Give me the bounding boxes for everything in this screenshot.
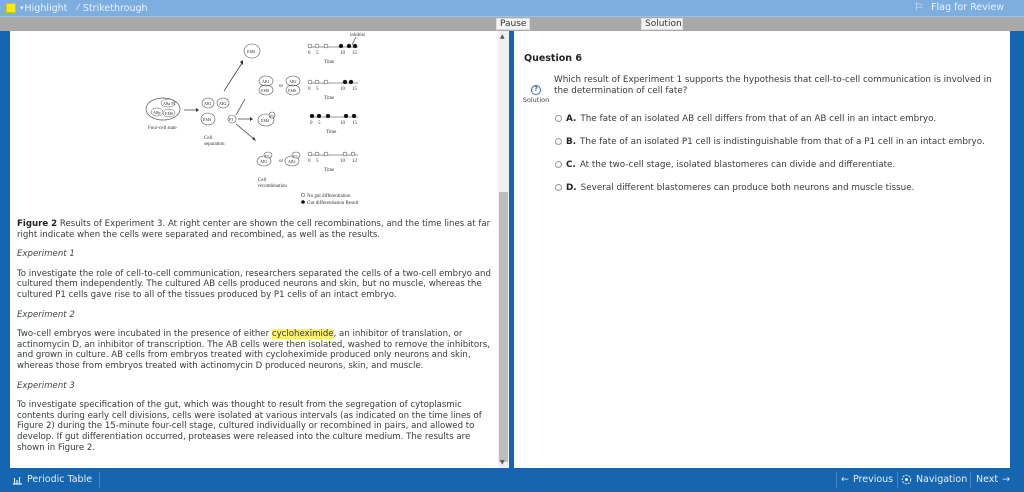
experiment-3-title: Experiment 3 — [17, 380, 75, 391]
svg-text:AB2: AB2 — [289, 79, 297, 84]
highlighted-text[interactable]: cycloheximide — [271, 329, 334, 340]
answer-option-c[interactable] — [555, 153, 995, 176]
passage-pane — [10, 31, 498, 468]
control-bar — [0, 17, 1024, 31]
previous-label: Previous — [852, 474, 894, 485]
answer-option-a[interactable] — [555, 107, 995, 130]
navigation-label: Navigation — [916, 474, 968, 485]
separator — [970, 472, 971, 488]
svg-text:5: 5 — [316, 51, 319, 56]
solution-toggle[interactable] — [521, 85, 551, 104]
scrollbar-thumb[interactable] — [499, 192, 508, 462]
question-pane — [514, 31, 1010, 468]
strikethrough-icon: ⁄ — [77, 3, 79, 13]
strikethrough-label: Strikethrough — [82, 2, 148, 14]
svg-text:recombination: recombination — [258, 184, 287, 189]
svg-text:No gut differentiation: No gut differentiation — [307, 194, 351, 199]
experiment-1-text: To investigate the role of cell-to-cell communication, researchers separated the cells of a two-cell embryo and cultured them independently. The cultured AB cells produced neurons and skin, but no muscle, whereas the cultured P1 cells gave rise to all of the tissues produced by P1 cells of an intact embryo. — [17, 268, 491, 300]
question-title: Question 6 — [524, 53, 582, 64]
svg-text:AB1: AB1 — [262, 79, 270, 84]
next-button[interactable] — [976, 474, 1010, 485]
separator — [897, 472, 898, 488]
svg-text:15: 15 — [352, 87, 357, 92]
pause-button[interactable]: Pause — [496, 18, 530, 30]
option-letter: D. — [566, 182, 577, 193]
svg-text:ABp: ABp — [153, 110, 161, 115]
passage-scrollbar[interactable] — [498, 31, 509, 468]
question-stem: Which result of Experiment 1 supports the hypothesis that cell-to-cell communication is involved in the determination of cell fate? — [554, 75, 992, 96]
svg-text:AB1: AB1 — [260, 159, 268, 164]
chart-icon — [12, 475, 23, 485]
svg-text:EMS: EMS — [247, 49, 256, 54]
svg-text:Cell: Cell — [258, 178, 267, 183]
svg-text:inhibits: inhibits — [350, 33, 366, 38]
scroll-up-arrow-icon[interactable]: ▲ — [500, 33, 505, 40]
option-letter: A. — [566, 113, 577, 124]
svg-text:15: 15 — [352, 51, 357, 56]
answer-option-b[interactable] — [555, 130, 995, 153]
navigation-button[interactable] — [901, 474, 967, 485]
answer-options — [555, 107, 995, 199]
flag-for-review-button[interactable] — [914, 2, 1004, 13]
svg-text:10: 10 — [340, 87, 345, 92]
svg-text:0: 0 — [308, 51, 311, 56]
bottom-toolbar — [0, 468, 1024, 492]
svg-text:AB1: AB1 — [204, 101, 212, 106]
svg-text:Four-cell state: Four-cell state — [148, 126, 177, 131]
answer-option-d[interactable] — [555, 176, 995, 199]
solution-label: Solution — [522, 96, 550, 104]
passage-text — [17, 219, 495, 462]
top-toolbar — [0, 0, 1024, 17]
figure-caption-text: Results of Experiment 3. At right center are shown the cell recombinations, and the time lines at far right indicate when the cells were separated and recombined, as well as the results. — [17, 219, 491, 240]
svg-text:EMS: EMS — [288, 88, 297, 93]
svg-text:EMS: EMS — [261, 118, 270, 123]
option-text: At the two-cell stage, isolated blastomeres can divide and differentiate. — [579, 159, 896, 170]
svg-text:AB2: AB2 — [219, 101, 227, 106]
periodic-table-button[interactable] — [12, 474, 92, 485]
arrow-left-icon: ← — [841, 474, 849, 485]
svg-text:10: 10 — [340, 159, 345, 164]
svg-text:12: 12 — [352, 159, 357, 164]
svg-text:or: or — [279, 84, 284, 89]
experiment-2-text — [17, 329, 495, 371]
right-frame-edge — [1010, 31, 1024, 468]
svg-text:15: 15 — [352, 121, 357, 126]
svg-text:P3: P3 — [270, 114, 274, 118]
scroll-down-arrow-icon[interactable]: ▼ — [500, 459, 505, 466]
option-letter: B. — [566, 136, 577, 147]
radio-button[interactable] — [555, 184, 562, 191]
svg-text:ABa P2: ABa P2 — [163, 101, 176, 106]
svg-text:0: 0 — [308, 159, 311, 164]
svg-text:Time: Time — [324, 60, 335, 65]
navigation-icon — [901, 474, 912, 485]
svg-text:P3: P3 — [265, 154, 269, 158]
svg-text:separation: separation — [204, 142, 225, 147]
solution-button[interactable]: Solution — [641, 18, 683, 30]
experiment-3-text: To investigate specification of the gut, which was thought to result from the segregation of cytoplasmic contents during early cell divisions, cells were isolated at various intervals (as indicated on the time lines of Figure 2) during the 15-minute four-cell stage, cultured individually or recombined in pairs, and allowed to develop. If gut differentiation occurred, proteases were released into the culture medium. The results are shown in Figure 2. — [17, 400, 482, 453]
flag-icon: ⚐ — [914, 2, 924, 13]
option-text: The fate of an isolated P1 cell is indistinguishable from that of a P1 cell in an intact embryo. — [580, 136, 985, 147]
previous-button[interactable] — [841, 474, 893, 485]
svg-text:10: 10 — [340, 121, 345, 126]
radio-button[interactable] — [555, 138, 562, 145]
svg-text:P3: P3 — [293, 154, 297, 158]
experiment-1-title: Experiment 1 — [17, 249, 75, 260]
periodic-table-label: Periodic Table — [27, 474, 93, 485]
svg-text:0: 0 — [310, 121, 313, 126]
svg-text:5: 5 — [316, 159, 319, 164]
svg-text:Time: Time — [324, 168, 335, 173]
experiment-2-title: Experiment 2 — [17, 309, 75, 320]
option-text: The fate of an isolated AB cell differs from that of an AB cell in an intact embryo. — [580, 113, 937, 124]
svg-text:EMS: EMS — [165, 111, 174, 116]
svg-text:Cell: Cell — [204, 136, 213, 141]
highlight-button[interactable] — [20, 3, 67, 14]
experiment-2-text-post: , an inhibitor of translation, or actinomycin D, an inhibitor of transcription. The AB cells were then isolated, washed to remove the inhibitors, and grown in culture. AB cells from embryos treated with cycloheximide produced only neurons and skin, whereas those from embryos treated with actinomycin D produced neurons, skin, and muscle. — [17, 329, 490, 371]
dropdown-arrow-icon: ▾ — [20, 4, 24, 12]
flag-label: Flag for Review — [931, 2, 1004, 13]
highlight-color-swatch[interactable] — [6, 3, 16, 13]
option-letter: C. — [566, 159, 576, 170]
svg-text:or: or — [279, 159, 284, 164]
figure-caption-label: Figure 2 — [17, 219, 58, 229]
separator — [99, 472, 100, 488]
svg-text:EMS: EMS — [261, 88, 270, 93]
radio-button[interactable] — [555, 161, 562, 168]
next-label: Next — [976, 474, 999, 485]
figure-caption — [17, 219, 495, 240]
svg-text:5: 5 — [318, 121, 321, 126]
figure-2-diagram — [138, 31, 383, 209]
solution-icon: ? — [531, 85, 541, 95]
svg-text:10: 10 — [340, 51, 345, 56]
highlight-label: Highlight — [24, 2, 68, 14]
separator — [836, 472, 837, 488]
strikethrough-button[interactable] — [77, 3, 147, 14]
svg-text:Time: Time — [326, 130, 337, 135]
svg-text:Time: Time — [324, 96, 335, 101]
svg-text:5: 5 — [316, 87, 319, 92]
svg-text:P3: P3 — [229, 117, 234, 122]
svg-text:0: 0 — [308, 87, 311, 92]
radio-button[interactable] — [555, 115, 562, 122]
svg-text:Gut differentiation Result: Gut differentiation Result — [307, 201, 359, 206]
svg-text:EMS: EMS — [203, 117, 212, 122]
option-text: Several different blastomeres can produce both neurons and muscle tissue. — [580, 182, 915, 193]
experiment-2-text-pre: Two-cell embryos were incubated in the presence of either — [17, 329, 272, 340]
arrow-right-icon: → — [1002, 474, 1011, 485]
svg-text:AB2: AB2 — [288, 159, 296, 164]
